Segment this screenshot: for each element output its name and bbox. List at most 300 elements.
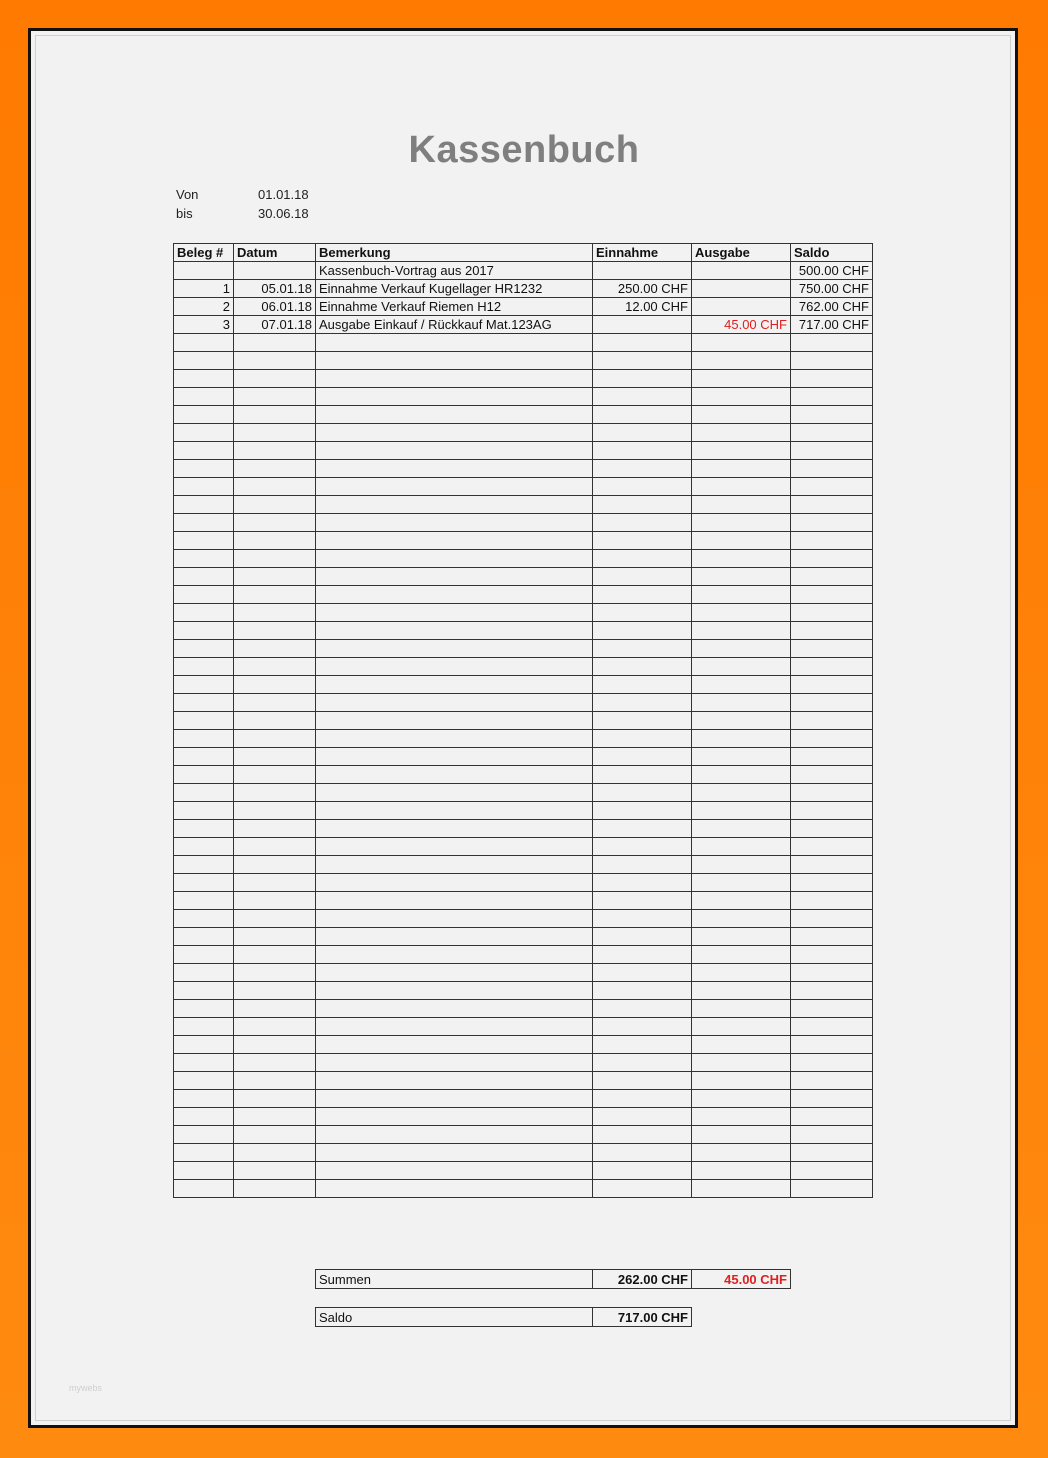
empty-cell (234, 370, 316, 388)
empty-cell (593, 658, 692, 676)
empty-cell (791, 694, 873, 712)
empty-cell (692, 460, 791, 478)
empty-cell (234, 1054, 316, 1072)
empty-cell (593, 1180, 692, 1198)
empty-cell (316, 1018, 593, 1036)
empty-table-row (174, 1000, 873, 1018)
empty-cell (174, 1108, 234, 1126)
cell-saldo: 762.00 CHF (791, 298, 873, 316)
empty-cell (174, 352, 234, 370)
empty-cell (174, 370, 234, 388)
empty-cell (593, 352, 692, 370)
empty-table-row (174, 460, 873, 478)
empty-cell (791, 838, 873, 856)
empty-cell (234, 856, 316, 874)
column-header-einnahme: Einnahme (593, 244, 692, 262)
empty-cell (316, 550, 593, 568)
empty-cell (692, 604, 791, 622)
empty-cell (692, 352, 791, 370)
empty-cell (174, 946, 234, 964)
empty-cell (234, 1180, 316, 1198)
empty-cell (593, 730, 692, 748)
empty-cell (316, 1090, 593, 1108)
cell-bemerkung: Ausgabe Einkauf / Rückkauf Mat.123AG (316, 316, 593, 334)
empty-table-row (174, 1090, 873, 1108)
summen-table (315, 1269, 791, 1289)
empty-cell (692, 748, 791, 766)
empty-table-row (174, 586, 873, 604)
empty-cell (692, 820, 791, 838)
empty-cell (316, 532, 593, 550)
empty-cell (316, 730, 593, 748)
cell-bemerkung: Einnahme Verkauf Kugellager HR1232 (316, 280, 593, 298)
empty-cell (593, 892, 692, 910)
empty-cell (593, 334, 692, 352)
empty-cell (316, 514, 593, 532)
empty-cell (316, 388, 593, 406)
cell-ausgabe (692, 280, 791, 298)
empty-cell (234, 820, 316, 838)
empty-cell (791, 856, 873, 874)
empty-cell (692, 442, 791, 460)
empty-cell (234, 460, 316, 478)
empty-table-row (174, 946, 873, 964)
empty-cell (593, 406, 692, 424)
empty-cell (593, 1162, 692, 1180)
empty-cell (791, 820, 873, 838)
empty-cell (316, 1108, 593, 1126)
empty-cell (174, 532, 234, 550)
empty-table-row (174, 406, 873, 424)
cell-beleg: 1 (174, 280, 234, 298)
empty-cell (593, 1036, 692, 1054)
empty-table-row (174, 676, 873, 694)
empty-table-row (174, 802, 873, 820)
empty-cell (692, 910, 791, 928)
empty-cell (174, 658, 234, 676)
ledger-table (173, 243, 873, 1198)
empty-cell (593, 1126, 692, 1144)
empty-cell (316, 676, 593, 694)
empty-cell (692, 370, 791, 388)
summen-row (316, 1270, 791, 1289)
empty-cell (593, 712, 692, 730)
empty-cell (791, 1108, 873, 1126)
empty-table-row (174, 982, 873, 1000)
empty-cell (234, 784, 316, 802)
empty-cell (234, 424, 316, 442)
empty-cell (234, 514, 316, 532)
empty-cell (791, 658, 873, 676)
empty-cell (692, 658, 791, 676)
empty-cell (692, 496, 791, 514)
empty-cell (234, 982, 316, 1000)
empty-cell (593, 676, 692, 694)
empty-cell (692, 784, 791, 802)
empty-cell (316, 658, 593, 676)
column-header-beleg: Beleg # (174, 244, 234, 262)
empty-cell (791, 442, 873, 460)
empty-cell (174, 1018, 234, 1036)
empty-cell (316, 478, 593, 496)
empty-cell (234, 622, 316, 640)
empty-cell (692, 838, 791, 856)
empty-cell (692, 694, 791, 712)
empty-cell (692, 1036, 791, 1054)
empty-cell (316, 820, 593, 838)
empty-cell (692, 1180, 791, 1198)
empty-cell (316, 442, 593, 460)
empty-cell (174, 586, 234, 604)
empty-cell (593, 568, 692, 586)
empty-cell (316, 838, 593, 856)
empty-cell (234, 550, 316, 568)
empty-cell (692, 676, 791, 694)
empty-table-row (174, 550, 873, 568)
empty-table-row (174, 1144, 873, 1162)
empty-cell (174, 1144, 234, 1162)
empty-cell (593, 982, 692, 1000)
empty-cell (234, 838, 316, 856)
cell-einnahme (593, 316, 692, 334)
empty-cell (791, 460, 873, 478)
empty-cell (174, 604, 234, 622)
empty-table-row (174, 1054, 873, 1072)
empty-cell (791, 928, 873, 946)
empty-cell (234, 874, 316, 892)
empty-table-row (174, 1162, 873, 1180)
empty-cell (316, 784, 593, 802)
empty-cell (692, 424, 791, 442)
empty-cell (593, 820, 692, 838)
empty-cell (791, 1072, 873, 1090)
empty-table-row (174, 334, 873, 352)
empty-table-row (174, 730, 873, 748)
empty-table-row (174, 892, 873, 910)
cell-einnahme: 250.00 CHF (593, 280, 692, 298)
empty-cell (791, 1054, 873, 1072)
empty-cell (692, 478, 791, 496)
empty-cell (791, 568, 873, 586)
empty-cell (234, 766, 316, 784)
empty-cell (234, 1162, 316, 1180)
column-header-bemerkung: Bemerkung (316, 244, 593, 262)
empty-cell (593, 1108, 692, 1126)
empty-cell (234, 892, 316, 910)
empty-cell (791, 874, 873, 892)
empty-table-row (174, 964, 873, 982)
summen-einnahme: 262.00 CHF (593, 1270, 692, 1289)
empty-table-row (174, 820, 873, 838)
cell-beleg: 2 (174, 298, 234, 316)
empty-cell (234, 946, 316, 964)
empty-cell (234, 1018, 316, 1036)
empty-cell (593, 640, 692, 658)
empty-cell (791, 532, 873, 550)
empty-table-row (174, 370, 873, 388)
empty-cell (234, 478, 316, 496)
empty-cell (174, 892, 234, 910)
empty-cell (316, 370, 593, 388)
empty-table-row (174, 748, 873, 766)
empty-cell (174, 748, 234, 766)
saldo-table (315, 1307, 692, 1327)
empty-cell (692, 334, 791, 352)
empty-table-row (174, 424, 873, 442)
empty-cell (234, 388, 316, 406)
empty-cell (174, 550, 234, 568)
empty-cell (593, 694, 692, 712)
empty-cell (593, 784, 692, 802)
empty-cell (316, 694, 593, 712)
empty-cell (234, 442, 316, 460)
cell-datum (234, 262, 316, 280)
empty-cell (593, 964, 692, 982)
empty-cell (593, 478, 692, 496)
empty-cell (234, 406, 316, 424)
empty-cell (316, 1144, 593, 1162)
empty-cell (791, 1036, 873, 1054)
empty-cell (174, 478, 234, 496)
empty-cell (791, 712, 873, 730)
empty-cell (593, 370, 692, 388)
empty-cell (593, 946, 692, 964)
empty-cell (174, 856, 234, 874)
empty-cell (174, 910, 234, 928)
watermark-text: mywebs (69, 1383, 103, 1393)
empty-cell (174, 1090, 234, 1108)
empty-cell (692, 568, 791, 586)
empty-cell (791, 514, 873, 532)
empty-cell (316, 406, 593, 424)
empty-cell (316, 946, 593, 964)
column-header-datum: Datum (234, 244, 316, 262)
empty-cell (234, 730, 316, 748)
cell-beleg (174, 262, 234, 280)
empty-cell (316, 640, 593, 658)
empty-cell (174, 820, 234, 838)
cell-einnahme: 12.00 CHF (593, 298, 692, 316)
cell-ausgabe: 45.00 CHF (692, 316, 791, 334)
empty-table-row (174, 388, 873, 406)
period-to-label: bis (176, 206, 193, 221)
empty-cell (234, 1144, 316, 1162)
empty-cell (692, 1072, 791, 1090)
empty-cell (593, 622, 692, 640)
empty-cell (174, 1072, 234, 1090)
empty-cell (791, 622, 873, 640)
empty-cell (316, 604, 593, 622)
empty-cell (593, 766, 692, 784)
empty-cell (234, 964, 316, 982)
empty-cell (593, 442, 692, 460)
empty-cell (593, 460, 692, 478)
empty-cell (593, 748, 692, 766)
cell-saldo: 717.00 CHF (791, 316, 873, 334)
empty-table-row (174, 478, 873, 496)
empty-cell (234, 1108, 316, 1126)
empty-cell (791, 406, 873, 424)
empty-cell (316, 910, 593, 928)
empty-cell (316, 1162, 593, 1180)
empty-cell (791, 388, 873, 406)
empty-table-row (174, 1108, 873, 1126)
empty-cell (692, 766, 791, 784)
empty-table-row (174, 604, 873, 622)
empty-cell (234, 352, 316, 370)
empty-cell (316, 586, 593, 604)
empty-cell (174, 334, 234, 352)
empty-cell (692, 964, 791, 982)
empty-cell (174, 928, 234, 946)
empty-cell (316, 748, 593, 766)
empty-cell (692, 1126, 791, 1144)
empty-cell (316, 982, 593, 1000)
empty-cell (174, 1036, 234, 1054)
empty-cell (234, 676, 316, 694)
empty-cell (791, 784, 873, 802)
column-header-ausgabe: Ausgabe (692, 244, 791, 262)
empty-cell (174, 388, 234, 406)
empty-cell (174, 676, 234, 694)
empty-cell (316, 1036, 593, 1054)
period-from-label: Von (176, 187, 199, 202)
empty-table-row (174, 622, 873, 640)
empty-cell (174, 406, 234, 424)
empty-cell (316, 424, 593, 442)
empty-cell (316, 622, 593, 640)
empty-cell (692, 1144, 791, 1162)
cell-saldo: 750.00 CHF (791, 280, 873, 298)
empty-cell (692, 406, 791, 424)
empty-cell (791, 1090, 873, 1108)
empty-cell (593, 1144, 692, 1162)
empty-cell (791, 892, 873, 910)
empty-cell (316, 802, 593, 820)
empty-cell (791, 370, 873, 388)
empty-table-row (174, 514, 873, 532)
period-to-row (176, 206, 376, 224)
empty-cell (692, 1054, 791, 1072)
empty-cell (692, 712, 791, 730)
empty-cell (692, 874, 791, 892)
saldo-row (316, 1308, 692, 1327)
empty-cell (316, 964, 593, 982)
saldo-value: 717.00 CHF (593, 1308, 692, 1327)
empty-cell (791, 1126, 873, 1144)
empty-table-row (174, 712, 873, 730)
empty-cell (174, 964, 234, 982)
empty-cell (316, 1180, 593, 1198)
empty-cell (593, 1018, 692, 1036)
empty-cell (234, 1090, 316, 1108)
cell-einnahme (593, 262, 692, 280)
empty-cell (234, 1036, 316, 1054)
empty-cell (593, 550, 692, 568)
empty-cell (316, 352, 593, 370)
empty-cell (791, 946, 873, 964)
empty-cell (593, 604, 692, 622)
empty-cell (692, 730, 791, 748)
cell-ausgabe (692, 262, 791, 280)
empty-cell (174, 424, 234, 442)
empty-cell (316, 334, 593, 352)
empty-cell (234, 658, 316, 676)
period-from-value: 01.01.18 (258, 187, 309, 202)
empty-cell (316, 892, 593, 910)
empty-cell (791, 550, 873, 568)
empty-cell (234, 712, 316, 730)
cell-saldo: 500.00 CHF (791, 262, 873, 280)
empty-cell (234, 496, 316, 514)
empty-cell (791, 1018, 873, 1036)
empty-cell (316, 460, 593, 478)
empty-cell (316, 1126, 593, 1144)
empty-cell (234, 532, 316, 550)
empty-cell (234, 928, 316, 946)
empty-cell (316, 874, 593, 892)
empty-cell (791, 1162, 873, 1180)
empty-cell (692, 1018, 791, 1036)
empty-cell (692, 532, 791, 550)
empty-cell (174, 694, 234, 712)
empty-cell (692, 622, 791, 640)
empty-cell (593, 586, 692, 604)
empty-cell (692, 946, 791, 964)
empty-cell (692, 1108, 791, 1126)
empty-cell (791, 640, 873, 658)
empty-table-row (174, 1126, 873, 1144)
saldo-label: Saldo (316, 1308, 593, 1327)
empty-cell (593, 424, 692, 442)
table-row (174, 298, 873, 316)
empty-cell (791, 982, 873, 1000)
empty-cell (692, 982, 791, 1000)
empty-cell (593, 496, 692, 514)
document-title: Kassenbuch (408, 129, 640, 171)
cell-datum: 07.01.18 (234, 316, 316, 334)
empty-cell (316, 856, 593, 874)
empty-table-row (174, 928, 873, 946)
empty-cell (174, 766, 234, 784)
table-row (174, 316, 873, 334)
empty-cell (692, 388, 791, 406)
table-row (174, 262, 873, 280)
empty-cell (593, 1000, 692, 1018)
column-header-saldo: Saldo (791, 244, 873, 262)
empty-table-row (174, 1072, 873, 1090)
empty-cell (316, 928, 593, 946)
empty-cell (692, 856, 791, 874)
empty-cell (692, 514, 791, 532)
empty-cell (791, 1144, 873, 1162)
cell-ausgabe (692, 298, 791, 316)
empty-cell (234, 586, 316, 604)
empty-cell (692, 802, 791, 820)
empty-cell (174, 514, 234, 532)
empty-cell (593, 1072, 692, 1090)
cell-bemerkung: Einnahme Verkauf Riemen H12 (316, 298, 593, 316)
empty-table-row (174, 784, 873, 802)
empty-cell (234, 694, 316, 712)
period-to-value: 30.06.18 (258, 206, 309, 221)
empty-table-row (174, 1180, 873, 1198)
empty-cell (791, 586, 873, 604)
cell-datum: 06.01.18 (234, 298, 316, 316)
empty-cell (234, 748, 316, 766)
empty-cell (174, 1126, 234, 1144)
empty-cell (316, 568, 593, 586)
